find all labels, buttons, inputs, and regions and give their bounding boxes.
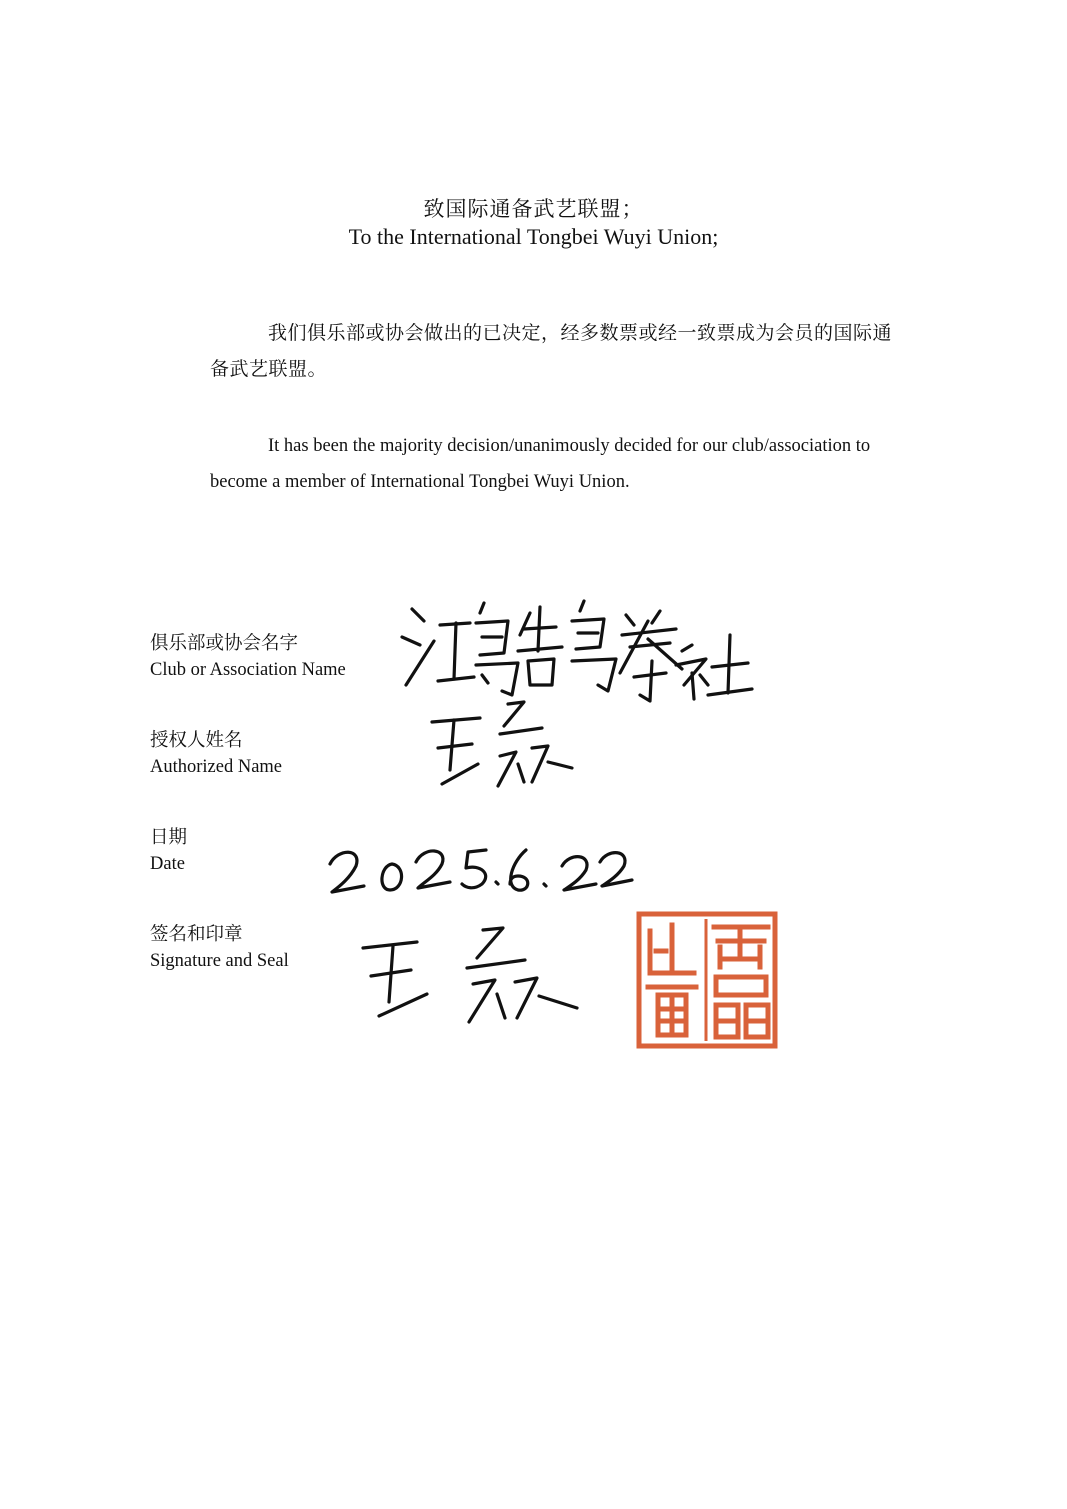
authorized-name-label (150, 728, 282, 780)
title-chinese: 致国际通备武艺联盟； (423, 197, 644, 221)
paragraph-chinese (210, 316, 910, 388)
paragraph-chinese-text: 我们俱乐部或协会做出的已决定，经多数票或经一致票成为会员的国际通备武艺联盟。 (210, 323, 893, 380)
date-label (150, 825, 187, 877)
handwritten-signature (355, 918, 595, 1030)
club-name-label-en: Club or Association Name (150, 660, 346, 680)
club-name-label (150, 631, 346, 683)
paragraph-english (210, 428, 910, 500)
authorized-name-label-en: Authorized Name (150, 757, 283, 777)
signature-label (150, 922, 289, 974)
paragraph-english-text: It has been the majority decision/unanimously decided for our club/association to become a member of International Tongbei Wuyi Union. (210, 436, 871, 492)
seal-stamp (636, 911, 778, 1049)
authorized-name-label-zh: 授权人姓名 (150, 731, 243, 751)
handwritten-date (318, 820, 638, 905)
date-label-en: Date (150, 854, 185, 874)
signature-label-zh: 签名和印章 (150, 925, 243, 945)
date-label-zh: 日期 (150, 828, 188, 848)
handwritten-authorized-name (420, 690, 590, 795)
title-english: To the International Tongbei Wuyi Union; (348, 224, 719, 249)
club-name-label-zh: 俱乐部或协会名字 (150, 634, 299, 654)
signature-label-en: Signature and Seal (150, 951, 289, 971)
